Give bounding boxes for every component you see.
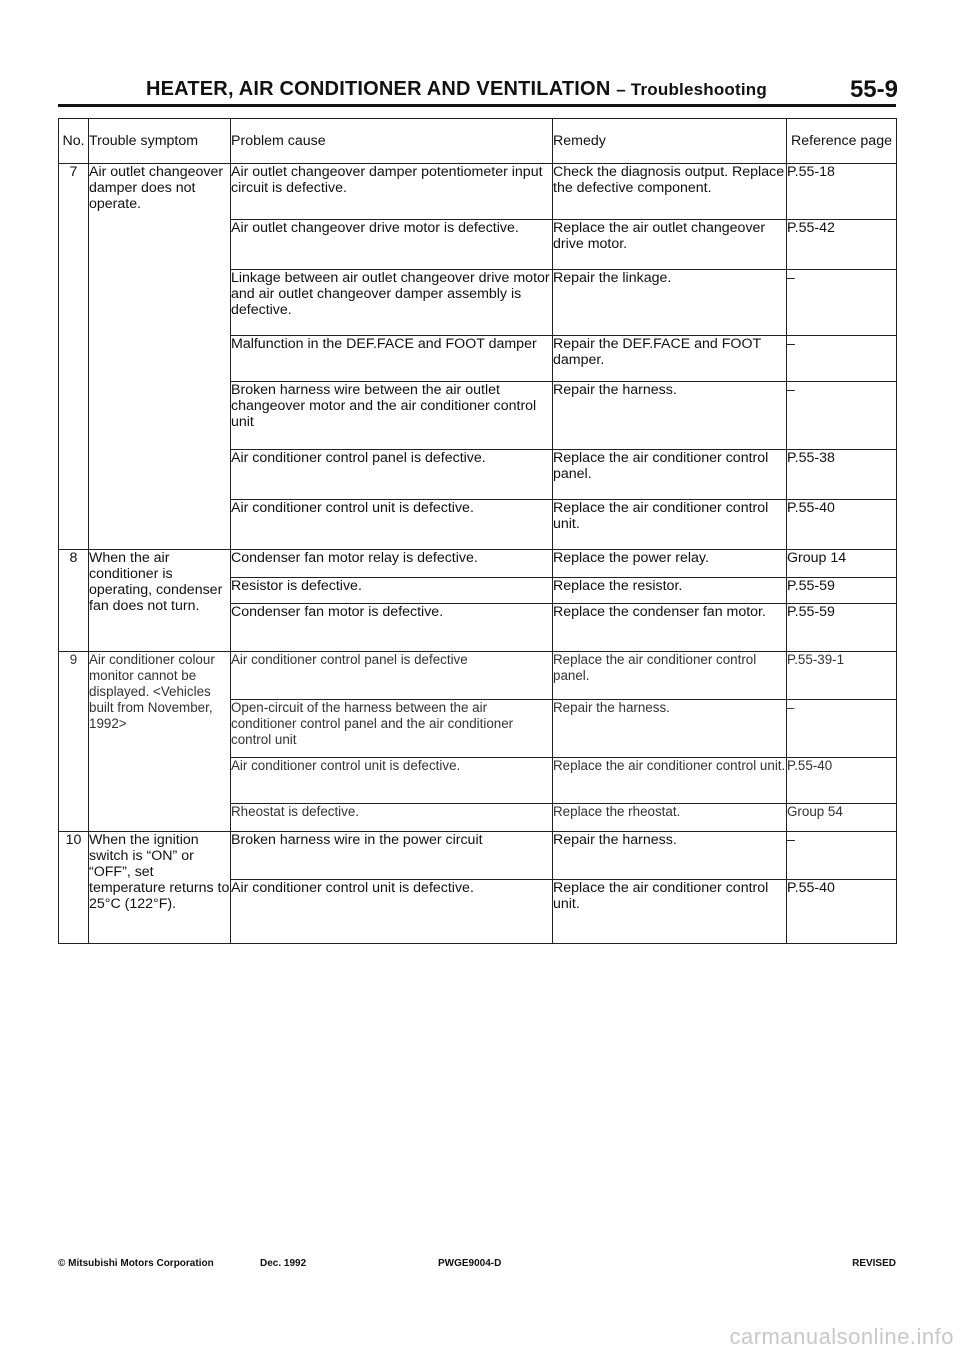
row-number: 7	[59, 164, 89, 550]
section-title: HEATER, AIR CONDITIONER AND VENTILATION	[146, 78, 611, 100]
header-rule	[58, 104, 896, 107]
reference-page: P.55-18	[787, 164, 897, 220]
problem-cause: Malfunction in the DEF.FACE and FOOT damper	[231, 336, 553, 382]
remedy: Replace the air conditioner control unit.	[553, 880, 787, 944]
reference-page: P.55-40	[787, 880, 897, 944]
reference-page: P.55-42	[787, 220, 897, 270]
reference-page: –	[787, 270, 897, 336]
publication-code: PWGE9004-D	[438, 1258, 502, 1269]
section-subtitle: – Troubleshooting	[616, 80, 767, 99]
problem-cause: Broken harness wire between the air outlet changeover motor and the air conditioner control unit	[231, 382, 553, 450]
trouble-symptom: When the air conditioner is operating, condenser fan does not turn.	[89, 550, 231, 652]
page-number: 55-9	[849, 76, 898, 103]
remedy: Replace the condenser fan motor.	[553, 604, 787, 652]
publication-date: Dec. 1992	[260, 1258, 307, 1269]
revision-status: REVISED	[852, 1258, 896, 1269]
remedy: Replace the air conditioner control unit.	[553, 500, 787, 550]
trouble-symptom: When the ignition switch is “ON” or “OFF”, set temperature returns to 25°C (122°F).	[89, 832, 231, 944]
trouble-symptom: Air conditioner colour monitor cannot be displayed. <Vehicles built from November, 1992>	[89, 652, 231, 832]
page-header	[58, 78, 898, 104]
column-header-cause: Problem cause	[231, 119, 553, 164]
problem-cause: Air outlet changeover damper potentiometer input circuit is defective.	[231, 164, 553, 220]
column-header-no: No.	[59, 119, 89, 164]
remedy: Replace the power relay.	[553, 550, 787, 578]
row-number: 9	[59, 652, 89, 832]
problem-cause: Condenser fan motor relay is defective.	[231, 550, 553, 578]
remedy: Replace the air conditioner control panel.	[553, 652, 787, 700]
page-footer	[58, 1258, 896, 1274]
problem-cause: Air conditioner control unit is defective.	[231, 880, 553, 944]
problem-cause: Rheostat is defective.	[231, 804, 553, 832]
remedy: Repair the harness.	[553, 832, 787, 880]
column-header-symptom: Trouble symptom	[89, 119, 231, 164]
remedy: Check the diagnosis output. Replace the defective component.	[553, 164, 787, 220]
remedy: Replace the air outlet changeover drive motor.	[553, 220, 787, 270]
reference-page: Group 54	[787, 804, 897, 832]
problem-cause: Condenser fan motor is defective.	[231, 604, 553, 652]
reference-page: Group 14	[787, 550, 897, 578]
remedy: Repair the harness.	[553, 700, 787, 758]
problem-cause: Air conditioner control panel is defective.	[231, 450, 553, 500]
remedy: Replace the air conditioner control panel.	[553, 450, 787, 500]
reference-page: –	[787, 336, 897, 382]
troubleshooting-table	[58, 118, 897, 944]
watermark: carmanualsonline.info	[729, 1324, 954, 1349]
remedy: Replace the rheostat.	[553, 804, 787, 832]
remedy: Repair the DEF.FACE and FOOT damper.	[553, 336, 787, 382]
problem-cause: Air conditioner control unit is defective.	[231, 758, 553, 804]
reference-page: P.55-40	[787, 500, 897, 550]
reference-page: –	[787, 382, 897, 450]
table-row	[59, 832, 897, 880]
reference-page: –	[787, 700, 897, 758]
column-header-remedy: Remedy	[553, 119, 787, 164]
trouble-symptom: Air outlet changeover damper does not operate.	[89, 164, 231, 550]
remedy: Repair the linkage.	[553, 270, 787, 336]
page-title	[146, 78, 767, 101]
problem-cause: Resistor is defective.	[231, 578, 553, 604]
problem-cause: Linkage between air outlet changeover drive motor and air outlet changeover damper assembly is defective.	[231, 270, 553, 336]
reference-page: P.55-59	[787, 578, 897, 604]
column-header-reference: Reference page	[787, 119, 897, 164]
table-header-row	[59, 119, 897, 164]
table-row	[59, 550, 897, 578]
reference-page: P.55-38	[787, 450, 897, 500]
problem-cause: Open-circuit of the harness between the air conditioner control panel and the air conditioner control unit	[231, 700, 553, 758]
remedy: Replace the resistor.	[553, 578, 787, 604]
row-number: 10	[59, 832, 89, 944]
row-number: 8	[59, 550, 89, 652]
copyright: © Mitsubishi Motors Corporation	[58, 1258, 214, 1269]
remedy: Replace the air conditioner control unit.	[553, 758, 787, 804]
table-row	[59, 652, 897, 700]
problem-cause: Air conditioner control panel is defective	[231, 652, 553, 700]
remedy: Repair the harness.	[553, 382, 787, 450]
problem-cause: Air conditioner control unit is defective.	[231, 500, 553, 550]
reference-page: –	[787, 832, 897, 880]
problem-cause: Broken harness wire in the power circuit	[231, 832, 553, 880]
reference-page: P.55-39-1	[787, 652, 897, 700]
reference-page: P.55-59	[787, 604, 897, 652]
problem-cause: Air outlet changeover drive motor is defective.	[231, 220, 553, 270]
table-row	[59, 164, 897, 220]
reference-page: P.55-40	[787, 758, 897, 804]
